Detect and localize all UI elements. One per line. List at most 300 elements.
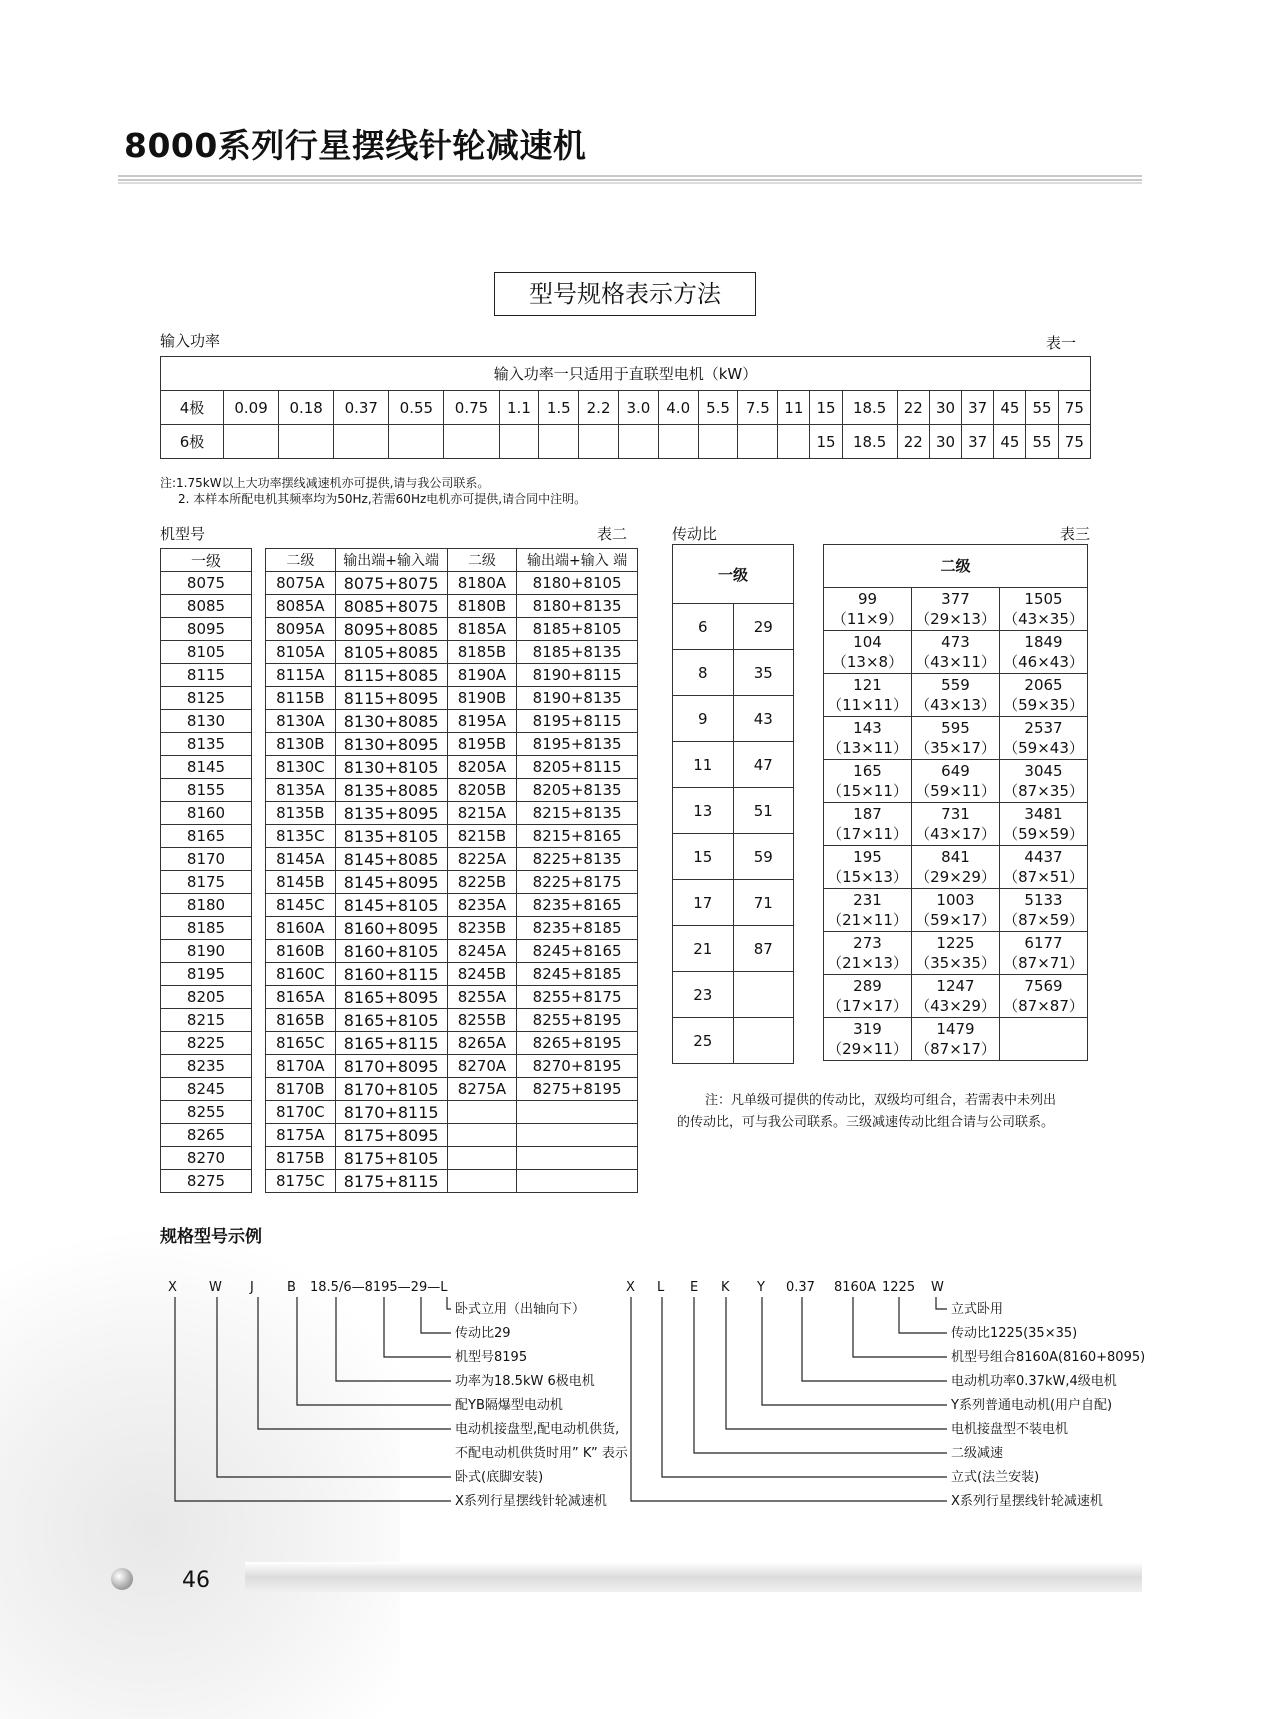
model-cell: 8235A <box>447 894 517 917</box>
model-cell: 8170+8105 <box>335 1078 447 1101</box>
code-string: 0.37 <box>786 1280 815 1295</box>
ratio-value: 731 <box>941 805 970 823</box>
ratio-cell: 13 <box>673 788 734 834</box>
model-cell: 8185 <box>161 917 252 940</box>
model-cell: 8175+8095 <box>335 1124 447 1147</box>
leader-line <box>936 1297 947 1309</box>
ratio-value: 841 <box>941 848 970 866</box>
power-cell: 45 <box>994 425 1026 459</box>
model-cell: 8145C <box>266 894 336 917</box>
table1-note-1: 注:1.75kW以上大功率摆线减速机亦可提供,请与我公司联系。 <box>160 476 490 490</box>
power-cell: 0.37 <box>334 391 389 425</box>
model-cell: 8175C <box>266 1170 336 1193</box>
section-title: 型号规格表示方法 <box>494 272 756 316</box>
model-cell: 8265A <box>447 1032 517 1055</box>
model-cell: 8245+8165 <box>517 940 638 963</box>
model-cell: 8095+8085 <box>335 618 447 641</box>
model-cell: 8155 <box>161 779 252 802</box>
model-cell: 8205 <box>161 986 252 1009</box>
power-cell: 0.55 <box>389 391 444 425</box>
power-cell: 30 <box>929 425 961 459</box>
example-item-left: 电动机接盘型,配电动机供货, <box>455 1422 620 1437</box>
table3-note-1: 注：凡单级可提供的传动比，双级均可组合，若需表中未列出 <box>705 1093 1057 1108</box>
ratio-cell: 25 <box>673 1018 734 1064</box>
model-cell: 8245 <box>161 1078 252 1101</box>
leader-line <box>336 1297 451 1381</box>
example-item-left: 卧式立用（出轴向下） <box>455 1302 586 1317</box>
ratio-factors: （87×35） <box>1003 782 1084 800</box>
model-cell: 8105 <box>161 641 252 664</box>
ratio-value: 1505 <box>1024 590 1063 608</box>
model-cell: 8170+8095 <box>335 1055 447 1078</box>
model-cell: 8255B <box>447 1009 517 1032</box>
power-cell: 22 <box>897 391 929 425</box>
model-cell: 8095 <box>161 618 252 641</box>
model-cell: 8105A <box>266 641 336 664</box>
ratio-value: 7569 <box>1024 977 1063 995</box>
example-item-right: Y系列普通电动机(用户自配) <box>951 1398 1113 1413</box>
example-item-right: 传动比1225(35×35) <box>951 1326 1078 1341</box>
power-cell: 37 <box>962 425 994 459</box>
leader-line <box>297 1297 451 1405</box>
model-cell: 8180+8105 <box>517 572 638 595</box>
ratio-one-header: 一级 <box>673 545 794 604</box>
model-cell: 8085+8075 <box>335 595 447 618</box>
model-cell: 8075A <box>266 572 336 595</box>
ratio-cell: 43 <box>733 696 794 742</box>
model-cell: 8190A <box>447 664 517 687</box>
ratio-factors: （17×17） <box>827 997 908 1015</box>
ratio-value: 4437 <box>1024 848 1063 866</box>
model-cell: 8215B <box>447 825 517 848</box>
ratio-factors: （17×11） <box>827 825 908 843</box>
power-cell: 55 <box>1026 391 1058 425</box>
two-stage-header: 输出端+输入端 <box>335 549 447 572</box>
model-cell: 8130+8095 <box>335 733 447 756</box>
ratio-cell: 8 <box>673 650 734 696</box>
ratio-value: 377 <box>941 590 970 608</box>
model-cell: 8160 <box>161 802 252 825</box>
model-cell: 8135+8105 <box>335 825 447 848</box>
model-cell: 8265+8195 <box>517 1032 638 1055</box>
model-cell: 8180B <box>447 595 517 618</box>
model-cell: 8165B <box>266 1009 336 1032</box>
model-cell: 8135+8085 <box>335 779 447 802</box>
power-cell: 7.5 <box>738 391 778 425</box>
ratio-factors: （59×17） <box>915 911 996 929</box>
ratio-factors: （43×13） <box>915 696 996 714</box>
model-cell: 8165+8105 <box>335 1009 447 1032</box>
power-cell: 18.5 <box>842 391 897 425</box>
power-cell: 1.1 <box>499 391 539 425</box>
model-cell: 8145+8105 <box>335 894 447 917</box>
power-cell: 15 <box>810 425 842 459</box>
ratio-value: 649 <box>941 762 970 780</box>
model-cell: 8215+8135 <box>517 802 638 825</box>
table3-note-2: 的传动比，可与我公司联系。三级减速传动比组合请与公司联系。 <box>677 1115 1055 1130</box>
code-string: 8160A <box>834 1280 876 1295</box>
code-letter: Y <box>757 1280 765 1295</box>
model-cell: 8245+8185 <box>517 963 638 986</box>
leader-line <box>447 1297 451 1309</box>
model-cell: 8135B <box>266 802 336 825</box>
model-cell: 8180A <box>447 572 517 595</box>
model-cell: 8170B <box>266 1078 336 1101</box>
ratio-cell: 9 <box>673 696 734 742</box>
ratio-value: 595 <box>941 719 970 737</box>
power-cell: 30 <box>929 391 961 425</box>
code-letter: B <box>287 1280 296 1295</box>
model-cell: 8165A <box>266 986 336 1009</box>
power-cell: 0.18 <box>279 391 334 425</box>
ratio-factors: （43×11） <box>915 653 996 671</box>
ratio-value: 165 <box>853 762 882 780</box>
model-cell: 8170+8115 <box>335 1101 447 1124</box>
pole-cell: 4极 <box>161 391 224 425</box>
model-cell: 8265 <box>161 1124 252 1147</box>
ratio-cell: 11 <box>673 742 734 788</box>
leader-line <box>762 1297 947 1405</box>
ratio-factors: （29×11） <box>827 1040 908 1058</box>
model-cell: 8205A <box>447 756 517 779</box>
model-cell: 8085A <box>266 595 336 618</box>
model-cell: 8255+8195 <box>517 1009 638 1032</box>
model-cell: 8175+8115 <box>335 1170 447 1193</box>
model-cell: 8145+8095 <box>335 871 447 894</box>
model-cell: 8115B <box>266 687 336 710</box>
example-item-left: 卧式(底脚安装) <box>455 1470 544 1485</box>
model-cell: 8195+8115 <box>517 710 638 733</box>
example-item-right: 电动机功率0.37kW,4级电机 <box>951 1374 1117 1389</box>
example-item-right: 立式卧用 <box>951 1302 1004 1317</box>
power-cell: 1.5 <box>539 391 579 425</box>
ratio-value: 2537 <box>1024 719 1063 737</box>
model-cell: 8145A <box>266 848 336 871</box>
model-cell: 8160+8105 <box>335 940 447 963</box>
ratio-factors: （35×35） <box>915 954 996 972</box>
ratio-cell: 15 <box>673 834 734 880</box>
ratio-cell: 59 <box>733 834 794 880</box>
model-cell: 8165 <box>161 825 252 848</box>
leader-line <box>662 1297 947 1477</box>
model-cell: 8195+8135 <box>517 733 638 756</box>
power-cell: 75 <box>1058 425 1090 459</box>
code-string: 1225 <box>882 1280 916 1295</box>
model-cell: 8185+8105 <box>517 618 638 641</box>
ratio-factors: （59×43） <box>1003 739 1084 757</box>
power-cell: 22 <box>897 425 929 459</box>
model-cell: 8175 <box>161 871 252 894</box>
model-cell: 8130+8105 <box>335 756 447 779</box>
model-cell: 8160B <box>266 940 336 963</box>
power-cell: 55 <box>1026 425 1058 459</box>
model-cell: 8075 <box>161 572 252 595</box>
ratio-factors: （21×13） <box>827 954 908 972</box>
example-item-right: 电机接盘型不装电机 <box>951 1422 1069 1437</box>
model-cell: 8160A <box>266 917 336 940</box>
leader-line <box>217 1297 451 1477</box>
power-cell: 18.5 <box>842 425 897 459</box>
ratio-factors: （87×87） <box>1003 997 1084 1015</box>
ratio-factors: （11×11） <box>827 696 908 714</box>
leader-line <box>384 1297 451 1357</box>
leader-line <box>853 1297 947 1357</box>
ratio-value: 3481 <box>1024 805 1063 823</box>
model-cell: 8215 <box>161 1009 252 1032</box>
ratio-two-header: 二级 <box>824 545 1088 588</box>
page-title: 8000系列行星摆线针轮减速机 <box>124 126 587 165</box>
pole-cell: 6极 <box>161 425 224 459</box>
table1-label: 输入功率 <box>160 332 221 350</box>
ratio-value: 319 <box>853 1020 882 1038</box>
code-string: 18.5/6—8195—29—L <box>310 1280 448 1295</box>
leader-line <box>726 1297 947 1429</box>
ratio-value: 195 <box>853 848 882 866</box>
model-cell: 8115A <box>266 664 336 687</box>
code-letter: X <box>168 1280 177 1295</box>
model-cell: 8175A <box>266 1124 336 1147</box>
model-cell: 8170C <box>266 1101 336 1124</box>
model-cell: 8205+8135 <box>517 779 638 802</box>
ratio-value: 3045 <box>1024 762 1063 780</box>
example-item-left: 功率为18.5kW 6极电机 <box>455 1374 595 1389</box>
model-cell: 8145+8085 <box>335 848 447 871</box>
model-cell: 8185B <box>447 641 517 664</box>
ratio-value: 231 <box>853 891 882 909</box>
ratio-value: 2065 <box>1024 676 1063 694</box>
model-cell: 8165+8115 <box>335 1032 447 1055</box>
ratio-value: 104 <box>853 633 882 651</box>
model-cell: 8180+8135 <box>517 595 638 618</box>
ratio-value: 143 <box>853 719 882 737</box>
ratio-factors: （43×29） <box>915 997 996 1015</box>
ratio-value: 1225 <box>936 934 975 952</box>
ratio-cell: 29 <box>733 604 794 650</box>
power-cell: 37 <box>962 391 994 425</box>
ratio-factors: （29×13） <box>915 610 996 628</box>
ratio-value: 121 <box>853 676 882 694</box>
model-cell: 8215A <box>447 802 517 825</box>
ratio-factors: （59×35） <box>1003 696 1084 714</box>
table3-number: 表三 <box>1060 525 1091 543</box>
power-cell: 11 <box>778 391 810 425</box>
model-cell: 8115 <box>161 664 252 687</box>
model-cell: 8255+8175 <box>517 986 638 1009</box>
table1-note-2: 2. 本样本所配电机其频率均为50Hz,若需60Hz电机亦可提供,请合同中注明。 <box>178 492 587 506</box>
model-cell: 8160C <box>266 963 336 986</box>
ratio-factors: （13×8） <box>831 653 904 671</box>
code-letter: W <box>931 1280 944 1295</box>
page-number: 46 <box>182 1568 210 1593</box>
ratio-value: 6177 <box>1024 934 1063 952</box>
model-cell: 8270A <box>447 1055 517 1078</box>
model-cell: 8185A <box>447 618 517 641</box>
table2-number: 表二 <box>597 525 628 543</box>
model-cell: 8275+8195 <box>517 1078 638 1101</box>
leader-line <box>258 1297 451 1429</box>
model-cell: 8215+8165 <box>517 825 638 848</box>
ratio-value: 187 <box>853 805 882 823</box>
code-letter: L <box>657 1280 665 1295</box>
ratio-value: 289 <box>853 977 882 995</box>
ratio-factors: （59×59） <box>1003 825 1084 843</box>
ratio-factors: （46×43） <box>1003 653 1084 671</box>
model-cell: 8255A <box>447 986 517 1009</box>
model-cell: 8170 <box>161 848 252 871</box>
model-cell: 8195A <box>447 710 517 733</box>
model-cell: 8145B <box>266 871 336 894</box>
power-cell: 2.2 <box>579 391 619 425</box>
code-letter: X <box>626 1280 635 1295</box>
power-cell: 3.0 <box>618 391 658 425</box>
model-cell: 8160+8095 <box>335 917 447 940</box>
example-item-right: 立式(法兰安装) <box>951 1470 1040 1485</box>
leader-line <box>802 1297 947 1381</box>
example-heading: 规格型号示例 <box>160 1227 262 1247</box>
ratio-factors: （43×17） <box>915 825 996 843</box>
ratio-cell: 51 <box>733 788 794 834</box>
power-cell: 0.09 <box>224 391 279 425</box>
ratio-cell: 71 <box>733 880 794 926</box>
footer-dot-icon <box>111 1568 133 1590</box>
model-cell: 8235+8165 <box>517 894 638 917</box>
footer-bar <box>245 1562 1142 1592</box>
ratio-cell: 47 <box>733 742 794 788</box>
model-cell: 8225 <box>161 1032 252 1055</box>
model-cell: 8130C <box>266 756 336 779</box>
model-cell: 8135+8095 <box>335 802 447 825</box>
example-item-left: X系列行星摆线针轮减速机 <box>455 1494 607 1509</box>
two-stage-header: 输出端+输入 端 <box>517 549 638 572</box>
model-cell: 8195B <box>447 733 517 756</box>
model-cell: 8130 <box>161 710 252 733</box>
model-cell: 8190+8135 <box>517 687 638 710</box>
example-item-right: 机型号组合8160A(8160+8095) <box>951 1350 1146 1365</box>
code-letter: J <box>250 1280 254 1295</box>
model-cell: 8135 <box>161 733 252 756</box>
power-cell: 75 <box>1058 391 1090 425</box>
model-cell: 8270 <box>161 1147 252 1170</box>
ratio-value: 273 <box>853 934 882 952</box>
model-cell: 8245A <box>447 940 517 963</box>
power-cell: 15 <box>810 391 842 425</box>
ratio-factors: （15×11） <box>827 782 908 800</box>
model-cell: 8235B <box>447 917 517 940</box>
model-cell: 8165C <box>266 1032 336 1055</box>
ratio-factors: （13×11） <box>827 739 908 757</box>
model-cell: 8175+8105 <box>335 1147 447 1170</box>
model-cell: 8185+8135 <box>517 641 638 664</box>
model-cell: 8085 <box>161 595 252 618</box>
leader-line <box>899 1297 947 1333</box>
model-cell: 8270+8195 <box>517 1055 638 1078</box>
model-cell: 8145 <box>161 756 252 779</box>
model-cell: 8190 <box>161 940 252 963</box>
model-cell: 8205+8115 <box>517 756 638 779</box>
ratio-value: 559 <box>941 676 970 694</box>
model-cell: 8095A <box>266 618 336 641</box>
model-cell: 8190B <box>447 687 517 710</box>
power-cell: 0.75 <box>444 391 499 425</box>
model-cell: 8135C <box>266 825 336 848</box>
ratio-factors: （59×11） <box>915 782 996 800</box>
ratio-factors: （11×9） <box>831 610 904 628</box>
power-cell: 4.0 <box>658 391 698 425</box>
ratio-value: 473 <box>941 633 970 651</box>
ratio-cell: 23 <box>673 972 734 1018</box>
model-cell: 8125 <box>161 687 252 710</box>
example-item-right: 二级减速 <box>951 1446 1004 1461</box>
ratio-value: 1479 <box>936 1020 975 1038</box>
ratio-factors: （87×17） <box>915 1040 996 1058</box>
ratio-factors: （29×29） <box>915 868 996 886</box>
model-cell: 8130B <box>266 733 336 756</box>
model-cell: 8165+8095 <box>335 986 447 1009</box>
model-cell: 8115+8085 <box>335 664 447 687</box>
table2-label: 机型号 <box>160 525 206 543</box>
example-item-right: X系列行星摆线针轮减速机 <box>951 1494 1103 1509</box>
model-cell: 8195 <box>161 963 252 986</box>
example-item-left: 不配电动机供货时用” K” 表示 <box>455 1446 628 1461</box>
table3-label: 传动比 <box>672 525 718 543</box>
model-cell: 8130A <box>266 710 336 733</box>
model-cell: 8255 <box>161 1101 252 1124</box>
table1-header: 输入功率一只适用于直联型电机（kW） <box>161 357 1091 391</box>
model-cell: 8235 <box>161 1055 252 1078</box>
model-cell: 8225+8135 <box>517 848 638 871</box>
ratio-cell: 87 <box>733 926 794 972</box>
example-item-left: 配YB隔爆型电动机 <box>455 1398 563 1413</box>
model-cell: 8160+8115 <box>335 963 447 986</box>
power-cell: 5.5 <box>698 391 738 425</box>
model-cell: 8275A <box>447 1078 517 1101</box>
model-cell: 8170A <box>266 1055 336 1078</box>
model-cell: 8225A <box>447 848 517 871</box>
model-cell: 8235+8185 <box>517 917 638 940</box>
model-cell: 8105+8085 <box>335 641 447 664</box>
model-cell: 8115+8095 <box>335 687 447 710</box>
model-cell: 8225B <box>447 871 517 894</box>
model-cell: 8205B <box>447 779 517 802</box>
two-stage-header: 二级 <box>447 549 517 572</box>
ratio-cell: 35 <box>733 650 794 696</box>
model-cell: 8175B <box>266 1147 336 1170</box>
model-cell: 8225+8175 <box>517 871 638 894</box>
ratio-cell: 17 <box>673 880 734 926</box>
code-letter: W <box>209 1280 222 1295</box>
model-cell: 8135A <box>266 779 336 802</box>
table1-number: 表一 <box>1046 334 1077 352</box>
model-cell: 8180 <box>161 894 252 917</box>
ratio-value: 5133 <box>1024 891 1063 909</box>
model-cell: 8190+8115 <box>517 664 638 687</box>
two-stage-header: 二级 <box>266 549 336 572</box>
power-cell: 45 <box>994 391 1026 425</box>
ratio-factors: （21×11） <box>827 911 908 929</box>
example-item-left: 传动比29 <box>455 1326 511 1341</box>
ratio-value: 1003 <box>936 891 975 909</box>
ratio-factors: （35×17） <box>915 739 996 757</box>
code-letter: E <box>690 1280 699 1295</box>
code-letter: K <box>721 1280 730 1295</box>
ratio-value: 1849 <box>1024 633 1063 651</box>
one-stage-header: 一级 <box>161 549 252 572</box>
ratio-factors: （15×13） <box>827 868 908 886</box>
ratio-factors: （43×35） <box>1003 610 1084 628</box>
model-cell: 8245B <box>447 963 517 986</box>
model-cell: 8275 <box>161 1170 252 1193</box>
ratio-factors: （87×59） <box>1003 911 1084 929</box>
